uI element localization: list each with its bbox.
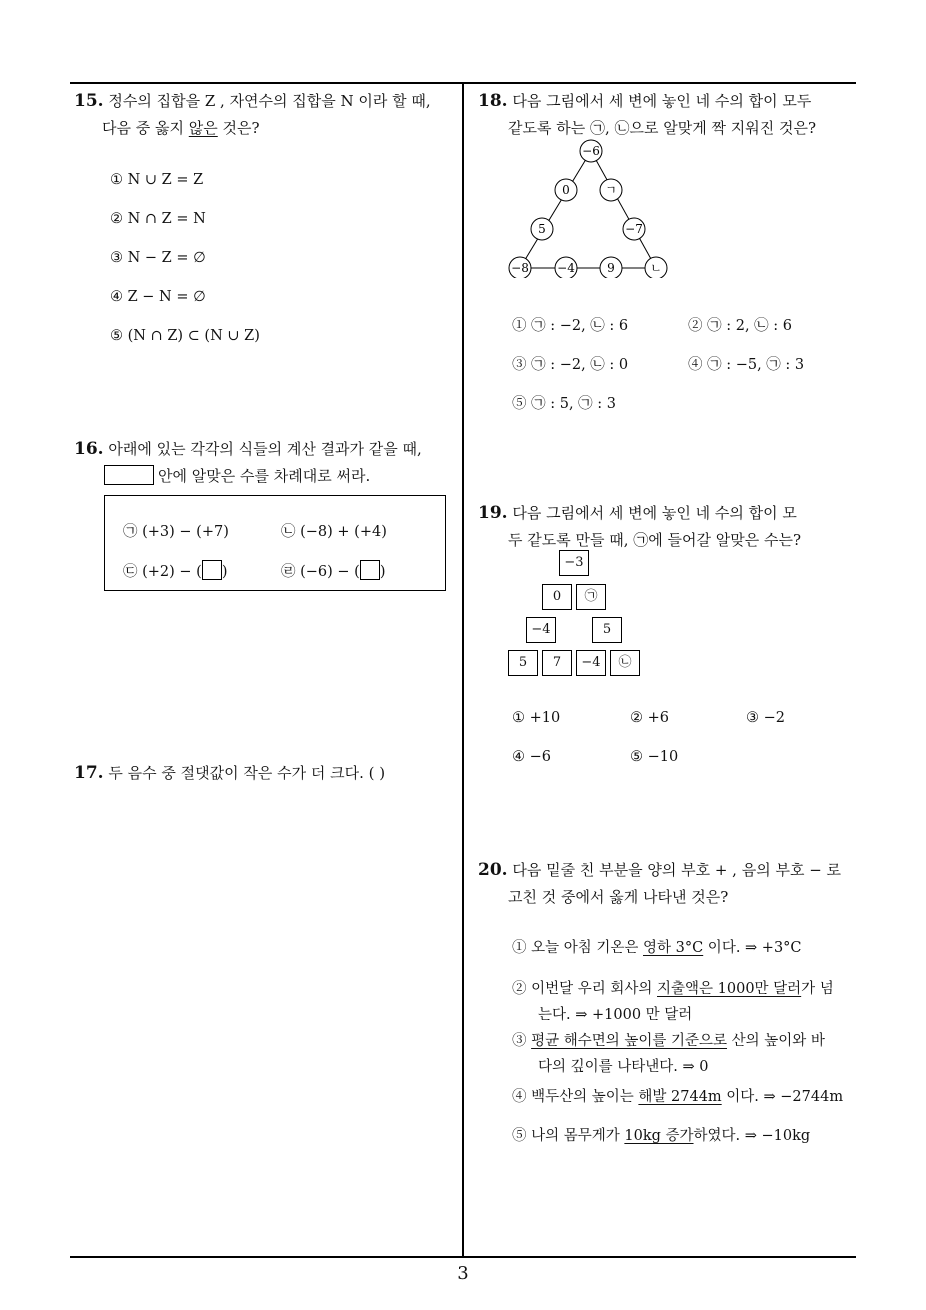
triangle-node-l1 (555, 179, 577, 201)
expr-a: ㉠ (+3) − (+7) (123, 524, 229, 540)
triangle-diagram (504, 138, 674, 278)
q18-option-3: ③ ㉠ : −2, ㉡ : 0 (512, 357, 629, 373)
triangle-node-l2 (531, 218, 553, 240)
q15-option-5: ⑤ (N ∩ Z) ⊂ (N ∪ Z) (110, 328, 260, 344)
q15-option-1: ① N ∪ Z = Z (110, 172, 204, 188)
triangle-node-b3 (600, 257, 622, 278)
q20-option-3: ③ 평균 해수면의 높이를 기준으로 산의 높이와 바 다의 깊이를 나타낸다. ⇒ 0 (512, 1033, 825, 1075)
svg-text:−7: −7 (625, 222, 643, 236)
question-text: 같도록 하는 ㉠, ㉡으로 알맞게 짝 지워진 것은? (508, 119, 817, 137)
triangle-node-r2 (623, 218, 645, 240)
q19-option-3: ③ −2 (746, 710, 785, 726)
column-divider (462, 82, 464, 1258)
answer-blank-box (104, 465, 154, 485)
question-15-line1 (74, 88, 458, 115)
question-number: 16. (74, 439, 104, 459)
question-number: 18. (478, 91, 508, 111)
q18-option-5: ⑤ ㉠ : 5, ㉠ : 3 (512, 396, 616, 412)
expression-box (104, 495, 446, 591)
page-number: 3 (457, 1263, 469, 1284)
svg-text:−4: −4 (557, 261, 575, 275)
q15-option-4: ④ Z − N = ∅ (110, 289, 206, 305)
expr-d: ㉣ (−6) − ( ) (281, 560, 386, 581)
question-text: 안에 알맞은 수를 차례대로 써라. (158, 467, 371, 485)
q19-option-1: ① +10 (512, 710, 561, 726)
q19-option-4: ④ −6 (512, 749, 551, 765)
q18-option-4: ④ ㉠ : −5, ㉠ : 3 (688, 357, 805, 373)
blank-square (360, 560, 380, 580)
pyramid-cell-r3b: 5 (592, 617, 622, 643)
q20-option-2: ② 이번달 우리 회사의 지출액은 1000만 달러가 넘 는다. ⇒ +1000 만 달러 (512, 981, 834, 1023)
question-17 (74, 760, 458, 787)
pyramid-cell-top: −3 (559, 550, 589, 576)
triangle-node-b1 (509, 257, 531, 278)
bottom-rule (70, 1256, 856, 1258)
question-19 (478, 500, 862, 554)
question-number: 19. (478, 503, 508, 523)
pyramid-cell-r3a: −4 (526, 617, 556, 643)
question-text: 두 같도록 만들 때, ㉠에 들어갈 알맞은 수는? (508, 531, 802, 549)
q19-option-2: ② +6 (630, 710, 669, 726)
q15-option-2: ② N ∩ Z = N (110, 211, 206, 227)
question-number: 20. (478, 860, 508, 880)
question-text: 아래에 있는 각각의 식들의 계산 결과가 같을 때, (108, 440, 422, 458)
underlined-word: 않은 (188, 119, 218, 137)
question-number: 17. (74, 763, 104, 783)
triangle-node-b4 (645, 257, 667, 278)
blank-square (202, 560, 222, 580)
q18-option-2: ② ㉠ : 2, ㉡ : 6 (688, 318, 792, 334)
question-text: 다음 밑줄 친 부분을 양의 부호 + , 음의 부호 − 로 (512, 861, 842, 879)
triangle-node-r1 (600, 179, 622, 201)
pyramid-cell-r4c: −4 (576, 650, 606, 676)
expr-c: ㉢ (+2) − ( ) (123, 560, 228, 581)
svg-text:ㄴ: ㄴ (650, 261, 662, 275)
q18-option-1: ① ㉠ : −2, ㉡ : 6 (512, 318, 629, 334)
question-18 (478, 88, 862, 142)
question-20 (478, 857, 862, 911)
svg-text:5: 5 (538, 222, 546, 236)
question-text: 두 음수 중 절댓값이 작은 수가 더 크다. ( ) (108, 764, 386, 782)
pyramid-cell-r4d: ㉡ (610, 650, 640, 676)
triangle-node-top (580, 140, 602, 162)
expr-b: ㉡ (−8) + (+4) (281, 524, 387, 540)
svg-text:9: 9 (607, 261, 615, 275)
pyramid-cell-r2b: ㉠ (576, 584, 606, 610)
question-text: 다음 그림에서 세 변에 놓인 네 수의 합이 모 (512, 504, 797, 522)
question-15 (74, 88, 458, 142)
question-text: 고친 것 중에서 옳게 나타낸 것은? (508, 888, 729, 906)
svg-text:−8: −8 (511, 261, 529, 275)
pyramid-cell-r4b: 7 (542, 650, 572, 676)
svg-text:0: 0 (562, 183, 570, 197)
q15-option-3: ③ N − Z = ∅ (110, 250, 206, 266)
q20-option-5: ⑤ 나의 몸무게가 10kg 증가하였다. ⇒ −10kg (512, 1128, 811, 1144)
question-15-line2: 다음 중 옳지 않은 것은? (102, 119, 260, 137)
question-16 (74, 436, 458, 490)
triangle-node-b2 (555, 257, 577, 278)
q20-option-1: ① 오늘 아침 기온은 영하 3°C 이다. ⇒ +3°C (512, 940, 802, 956)
q20-option-4: ④ 백두산의 높이는 해발 2744m 이다. ⇒ −2744m (512, 1089, 844, 1105)
question-text: 정수의 집합을 Z , 자연수의 집합을 N 이라 할 때, (108, 92, 431, 110)
question-number: 15. (74, 91, 104, 111)
pyramid-cell-r4a: 5 (508, 650, 538, 676)
question-text: 다음 그림에서 세 변에 놓인 네 수의 합이 모두 (512, 92, 812, 110)
q19-option-5: ⑤ −10 (630, 749, 679, 765)
svg-text:−6: −6 (582, 144, 600, 158)
svg-text:ㄱ: ㄱ (605, 183, 617, 197)
pyramid-cell-r2a: 0 (542, 584, 572, 610)
